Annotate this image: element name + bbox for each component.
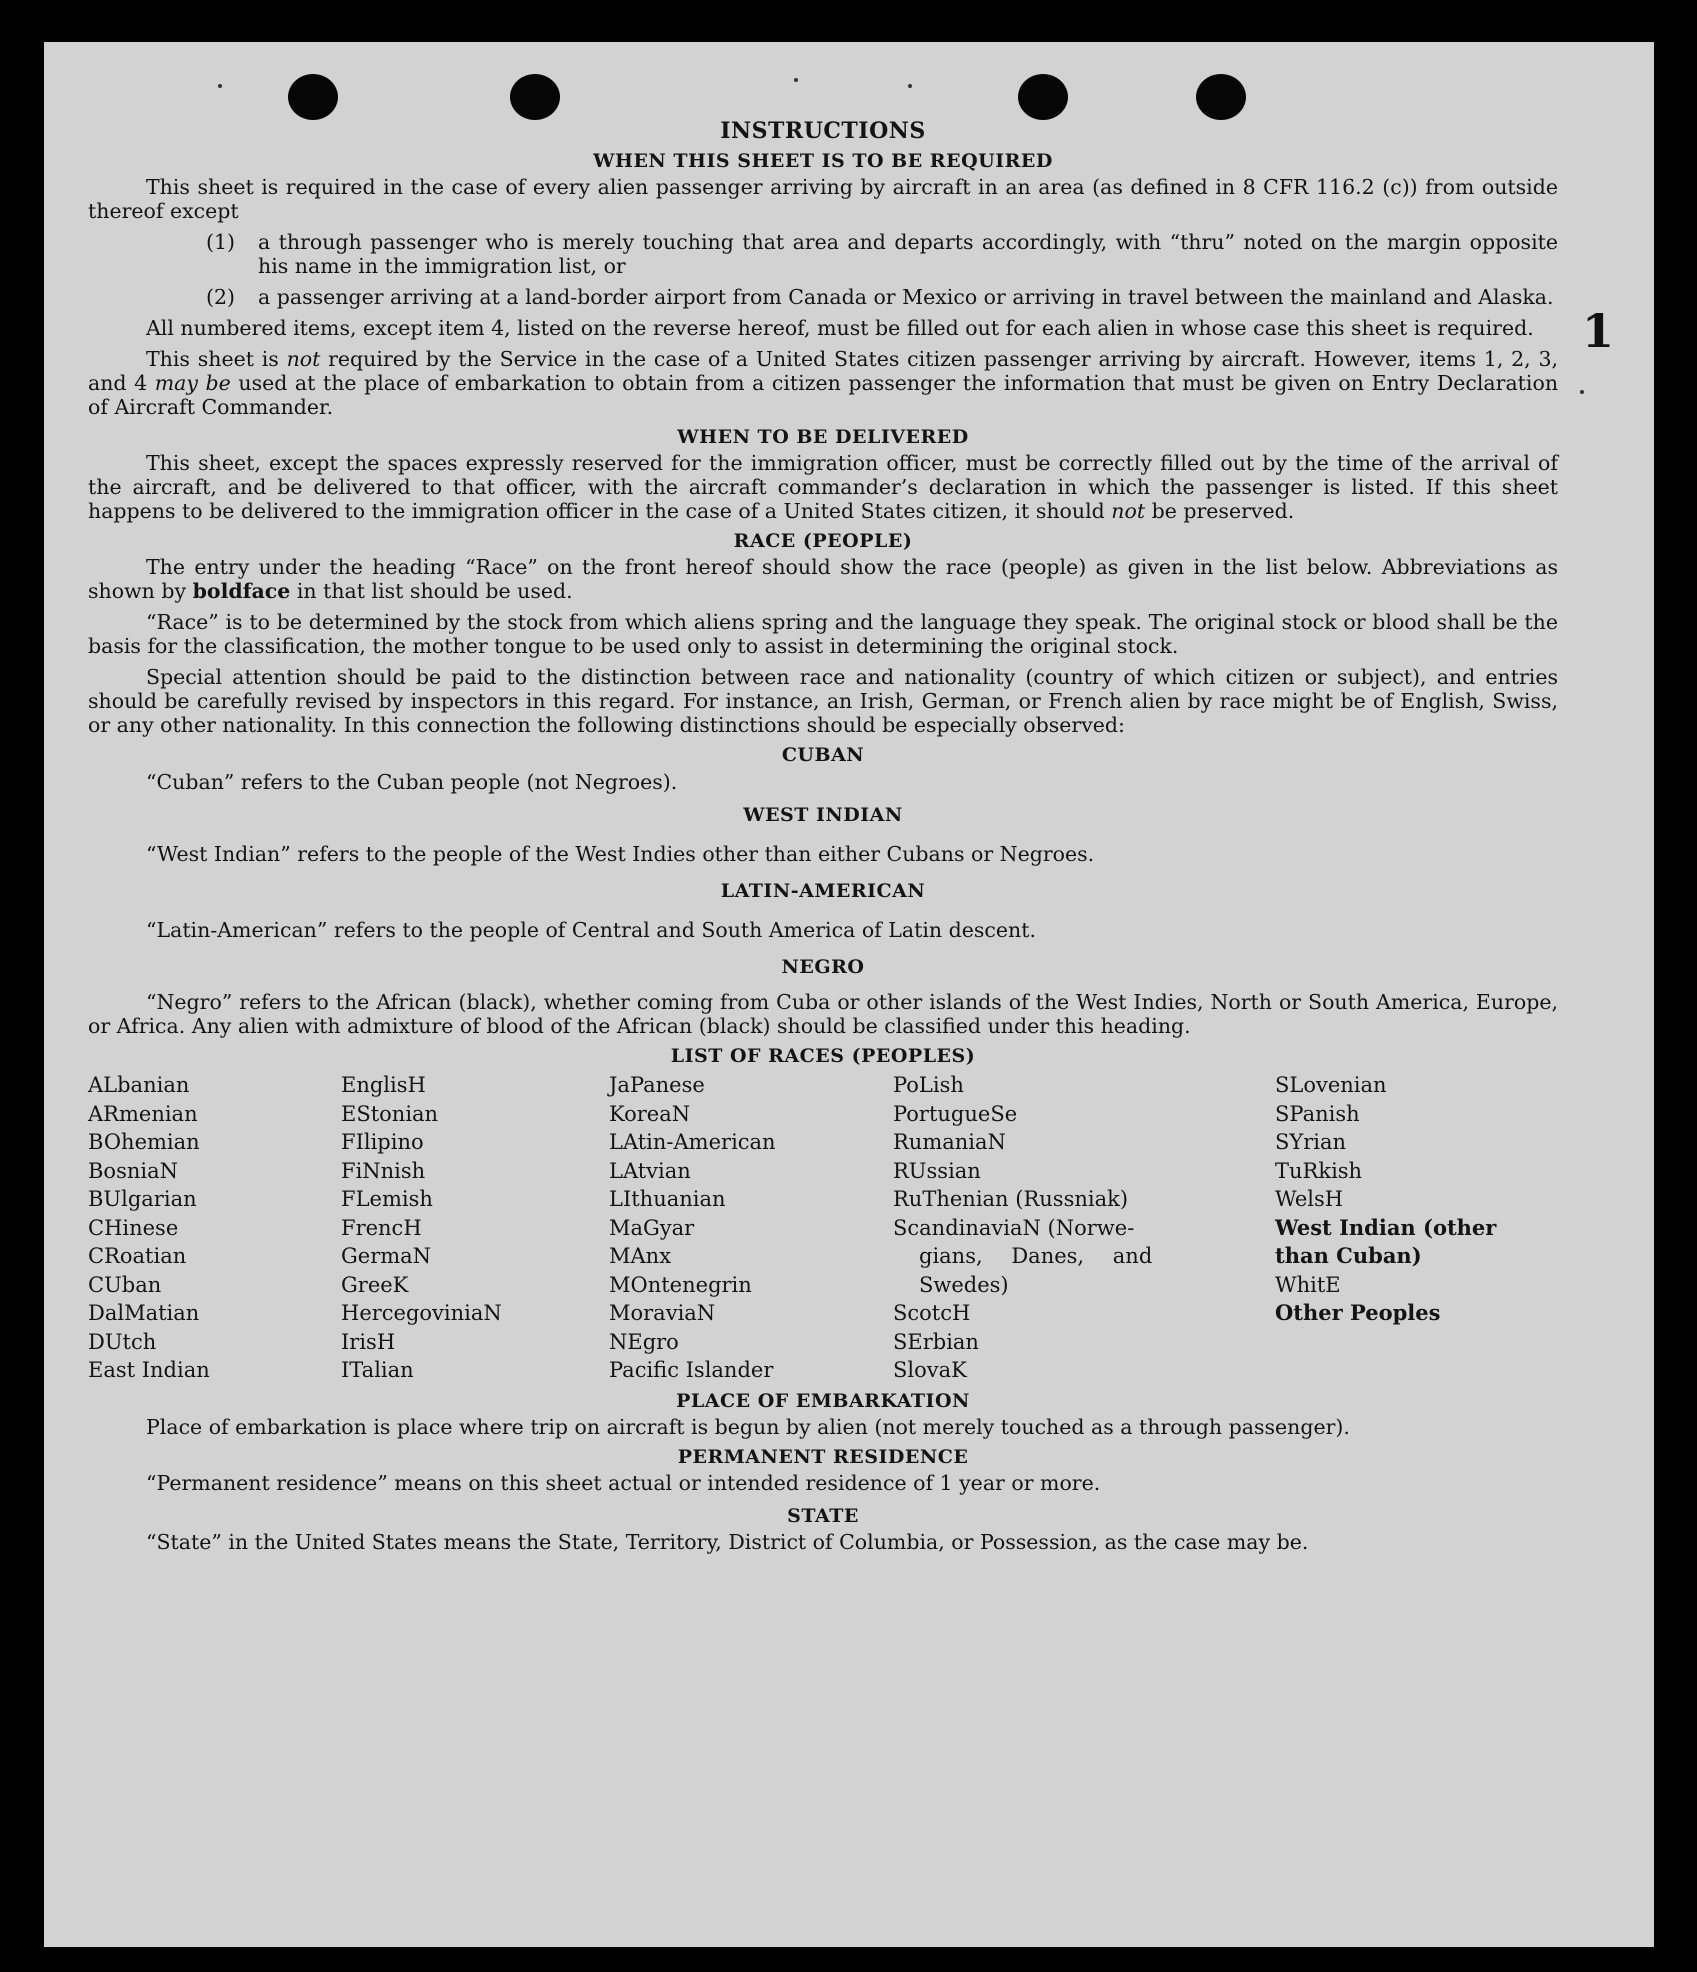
- race-entry: TuRkish: [1275, 1158, 1363, 1183]
- race-entry: ScandinaviaN (Norwe-: [893, 1215, 1135, 1240]
- exception-number: (2): [206, 285, 236, 309]
- races-column-2: [341, 1071, 609, 1385]
- section-heading-race: RACE (PEOPLE): [733, 530, 913, 552]
- page-title: INSTRUCTIONS: [720, 118, 926, 144]
- race-entry: FIlipino: [341, 1130, 424, 1154]
- text-run: The entry under the heading “Race” on the front hereof should show the race (people) as given in the list below. Abbreviations as shown by: [88, 555, 1558, 603]
- section-heading-delivered: WHEN TO BE DELIVERED: [677, 426, 969, 448]
- speck: [218, 84, 222, 88]
- race-entry: GermaN: [341, 1244, 432, 1268]
- races-column-5: [1275, 1071, 1535, 1385]
- italic-run: may be: [154, 371, 231, 395]
- race-entry: RumaniaN: [893, 1130, 1006, 1154]
- paragraph-race-1: [88, 555, 1558, 603]
- race-entry: RuThenian (Russniak): [893, 1187, 1129, 1211]
- section-heading-permanent-residence: PERMANENT RESIDENCE: [677, 1445, 969, 1468]
- section-heading-west-indian: WEST INDIAN: [743, 804, 903, 826]
- race-entry: CRoatian: [88, 1244, 187, 1268]
- race-entry: ScotcH: [893, 1301, 971, 1325]
- exception-number: (1): [206, 230, 236, 254]
- race-entry: EStonian: [341, 1101, 439, 1126]
- section-heading-state: STATE: [787, 1504, 859, 1527]
- paragraph-race-2: “Race” is to be determined by the stock from which aliens spring and the language they speak. The original stock or blood shall be the basis for the classification, the mother tongue to be used only to assist in determining the original stock.: [88, 610, 1558, 658]
- race-entry: SErbian: [893, 1329, 979, 1354]
- speck: [1580, 390, 1584, 394]
- paragraph-cuban: “Cuban” refers to the Cuban people (not Negroes).: [146, 770, 678, 794]
- race-entry: SYrian: [1275, 1130, 1347, 1154]
- paragraph-numbered-items: All numbered items, except item 4, listed on the reverse hereof, must be filled out for each alien in whose case this sheet is required.: [146, 316, 1534, 340]
- text-run: used at the place of embarkation to obtain from a citizen passenger the information that must be given on Entry Declaration of Aircraft Commander.: [88, 371, 1559, 419]
- race-entry: GreeK: [341, 1272, 409, 1297]
- exception-item-2: [88, 285, 1558, 309]
- text-run: be preserved.: [1145, 499, 1295, 523]
- race-entry: DUtch: [88, 1329, 157, 1354]
- race-entry: MoraviaN: [609, 1301, 716, 1325]
- section-heading-required: WHEN THIS SHEET IS TO BE REQUIRED: [593, 150, 1053, 172]
- race-entry: EnglisH: [341, 1073, 426, 1097]
- race-entry: BUlgarian: [88, 1187, 197, 1211]
- race-entry: BosniaN: [88, 1158, 178, 1183]
- race-entry: LAtin-American: [609, 1130, 776, 1154]
- races-column-3: [609, 1071, 893, 1385]
- race-entry: Other Peoples: [1275, 1300, 1441, 1325]
- paragraph-race-3: Special attention should be paid to the distinction between race and nationality (country of which citizen or subject), and entries should be carefully revised by inspectors in this regard. For instance, an Irish, German, or French alien by race might be of English, Swiss, or any other nationality. In this connection the following distinctions should be especially observed:: [88, 665, 1558, 737]
- punch-hole: [288, 74, 338, 120]
- speck: [908, 84, 912, 88]
- race-entry: LAtvian: [609, 1158, 691, 1183]
- paragraph-west-indian: “West Indian” refers to the people of the West Indies other than either Cubans or Negroes.: [146, 842, 1095, 866]
- races-column-1: [88, 1071, 341, 1385]
- race-entry: HercegoviniaN: [341, 1301, 502, 1325]
- italic-run: not: [1111, 499, 1146, 523]
- paragraph-embarkation: Place of embarkation is place where trip on aircraft is begun by alien (not merely touched as a through passenger).: [146, 1414, 1350, 1439]
- paragraph-required-intro: This sheet is required in the case of every alien passenger arriving by aircraft in an area (as defined in 8 CFR 116.2 (c)) from outside thereof except: [88, 175, 1558, 223]
- races-list: [88, 1071, 1558, 1385]
- race-entry: LIthuanian: [609, 1187, 726, 1211]
- paragraph-negro: “Negro” refers to the African (black), whether coming from Cuba or other islands of the West Indies, North or South America, Europe, or Africa. Any alien with admixture of blood of the African (black) should be classified under this heading.: [88, 990, 1558, 1038]
- race-entry: PoLish: [893, 1073, 964, 1097]
- race-entry: CUban: [88, 1272, 162, 1297]
- text-run: This sheet is: [146, 347, 287, 371]
- exception-item-1: [88, 230, 1558, 278]
- race-entry: FiNnish: [341, 1158, 426, 1183]
- race-entry: FLemish: [341, 1187, 433, 1211]
- paragraph-state: “State” in the United States means the State, Territory, District of Columbia, or Possession, as the case may be.: [146, 1529, 1309, 1554]
- section-heading-cuban: CUBAN: [781, 744, 865, 766]
- punch-hole: [1018, 74, 1068, 120]
- section-heading-latin-american: LATIN-AMERICAN: [720, 880, 926, 902]
- italic-run: not: [286, 347, 321, 371]
- instructions-content: [88, 118, 1558, 1561]
- paragraph-citizen: [88, 347, 1558, 419]
- section-heading-negro: NEGRO: [781, 956, 865, 978]
- race-entry: BOhemian: [88, 1130, 200, 1154]
- section-heading-embarkation: PLACE OF EMBARKATION: [676, 1389, 970, 1412]
- race-entry: RUssian: [893, 1158, 981, 1183]
- race-entry-continued: gians, Danes, and: [919, 1244, 1153, 1268]
- speck: [794, 78, 798, 82]
- race-entry: WelsH: [1275, 1187, 1344, 1211]
- race-entry: ARmenian: [88, 1101, 198, 1126]
- race-entry: FrencH: [341, 1215, 422, 1240]
- race-entry: DalMatian: [88, 1301, 200, 1325]
- paragraph-latin-american: “Latin-American” refers to the people of Central and South America of Latin descent.: [146, 918, 1036, 942]
- race-entry: CHinese: [88, 1215, 179, 1240]
- race-entry: ITalian: [341, 1358, 414, 1382]
- race-entry: KoreaN: [609, 1101, 691, 1126]
- race-entry: JaPanese: [609, 1073, 705, 1097]
- margin-mark: 1: [1582, 304, 1615, 358]
- race-entry: MaGyar: [609, 1215, 695, 1240]
- section-heading-list-of-races: LIST OF RACES (PEOPLES): [670, 1045, 976, 1067]
- races-column-4: [893, 1071, 1275, 1385]
- exception-text: a passenger arriving at a land-border airport from Canada or Mexico or arriving in travel between the mainland and Alaska.: [258, 285, 1554, 309]
- race-entry: IrisH: [341, 1329, 396, 1354]
- race-entry: PortugueSe: [893, 1101, 1018, 1126]
- race-entry: SPanish: [1275, 1101, 1360, 1126]
- race-entry-continued: than Cuban): [1275, 1243, 1422, 1268]
- paragraph-delivered: [88, 451, 1558, 523]
- exception-text: a through passenger who is merely touching that area and departs accordingly, with “thru” noted on the margin opposite his name in the immigration list, or: [258, 230, 1558, 278]
- bold-run: boldface: [192, 579, 291, 603]
- punch-hole: [510, 74, 560, 120]
- text-run: in that list should be used.: [290, 579, 573, 603]
- text-run: This sheet, except the spaces expressly reserved for the immigration officer, must be correctly filled out by the time of the arrival of the aircraft, and be delivered to that officer, with the aircraft commander’s declaration in which the passenger is listed. If this sheet happens to be delivered to the immigration officer in the case of a United States citizen, it should: [88, 451, 1558, 523]
- race-entry: West Indian (other: [1275, 1214, 1497, 1240]
- punch-hole: [1196, 74, 1246, 120]
- race-entry: WhitE: [1275, 1272, 1341, 1297]
- race-entry: Pacific Islander: [609, 1358, 774, 1382]
- race-entry: East Indian: [88, 1358, 210, 1382]
- race-entry: NEgro: [609, 1329, 679, 1354]
- race-entry: ALbanian: [88, 1073, 190, 1097]
- text-run: required by the Service in the case of a United States citizen passenger arriving by aircraft. However, items 1, 2, 3, and 4: [88, 347, 1559, 395]
- race-entry: MOntenegrin: [609, 1272, 752, 1297]
- race-entry: SLovenian: [1275, 1073, 1387, 1097]
- paragraph-permanent-residence: “Permanent residence” means on this sheet actual or intended residence of 1 year or more.: [146, 1470, 1101, 1495]
- race-entry-continued: Swedes): [919, 1272, 1009, 1297]
- race-entry: SlovaK: [893, 1358, 967, 1382]
- race-entry: MAnx: [609, 1244, 672, 1268]
